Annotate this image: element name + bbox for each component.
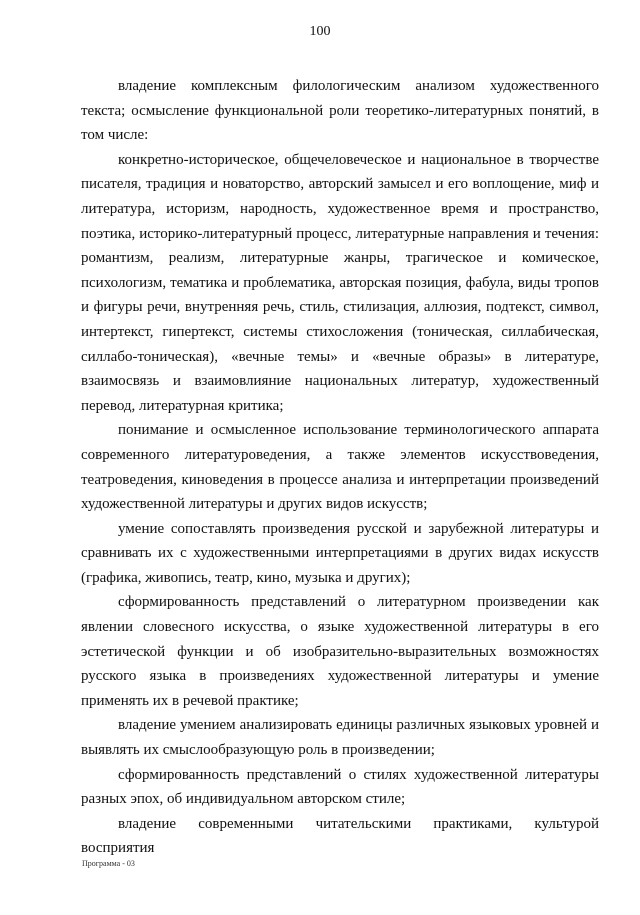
paragraph-verbal-art: сформированность представлений о литературном произведении как явлении словесного искусства, о языке художественной литературы в его эстетической функции и об изобразительно-выразительных возможностях русского языка в произведениях художественной литературы и умение применять их в речевой практике; (81, 594, 599, 709)
body-text (81, 74, 599, 861)
paragraph-language-units: владение умением анализировать единицы различных языковых уровней и выявлять их смыслообразующую роль в произведении; (81, 717, 599, 759)
paragraph-styles: сформированность представлений о стилях художественной литературы разных эпох, об индивидуальном авторском стиле; (81, 766, 599, 808)
footer-program-label: Программа - 03 (82, 859, 135, 868)
paragraph-comparison: умение сопоставлять произведения русской и зарубежной литературы и сравнивать их с художественными интерпретациями в других видах искусств (графика, живопись, театр, кино, музыка и других); (81, 520, 599, 586)
paragraph-terminology: понимание и осмысленное использование терминологического аппарата современного литературоведения, а также элементов искусствоведения, театроведения, киноведения в процессе анализа и интерпретации произведений художественной литературы и других видов искусств; (81, 422, 599, 513)
page-number: 100 (309, 24, 331, 39)
paragraph-reading-practices: владение современными читательскими практиками, культурой восприятия (81, 815, 599, 857)
paragraph-analysis-mastery: владение комплексным филологическим анализом художественного текста; осмысление функциональной роли теоретико-литературных понятий, в том числе: (81, 78, 599, 144)
paragraph-literary-concepts: конкретно-историческое, общечеловеческое и национальное в творчестве писателя, традиция и новаторство, авторский замысел и его воплощение, миф и литература, историзм, народность, художественное время и пространство, поэтика, историко-литературный процесс, литературные направления и течения: романтизм, реализм, литературные жанры, трагическое и комическое, психологизм, тематика и проблематика, авторская позиция, фабула, виды тропов и фигуры речи, внутренняя речь, стиль, стилизация, аллюзия, подтекст, символ, интертекст, гипертекст, системы стихосложения (тоническая, силлабическая, силлабо-тоническая), «вечные темы» и «вечные образы» в литературе, взаимосвязь и взаимовлияние национальных литератур, художественный перевод, литературная критика; (81, 151, 599, 414)
